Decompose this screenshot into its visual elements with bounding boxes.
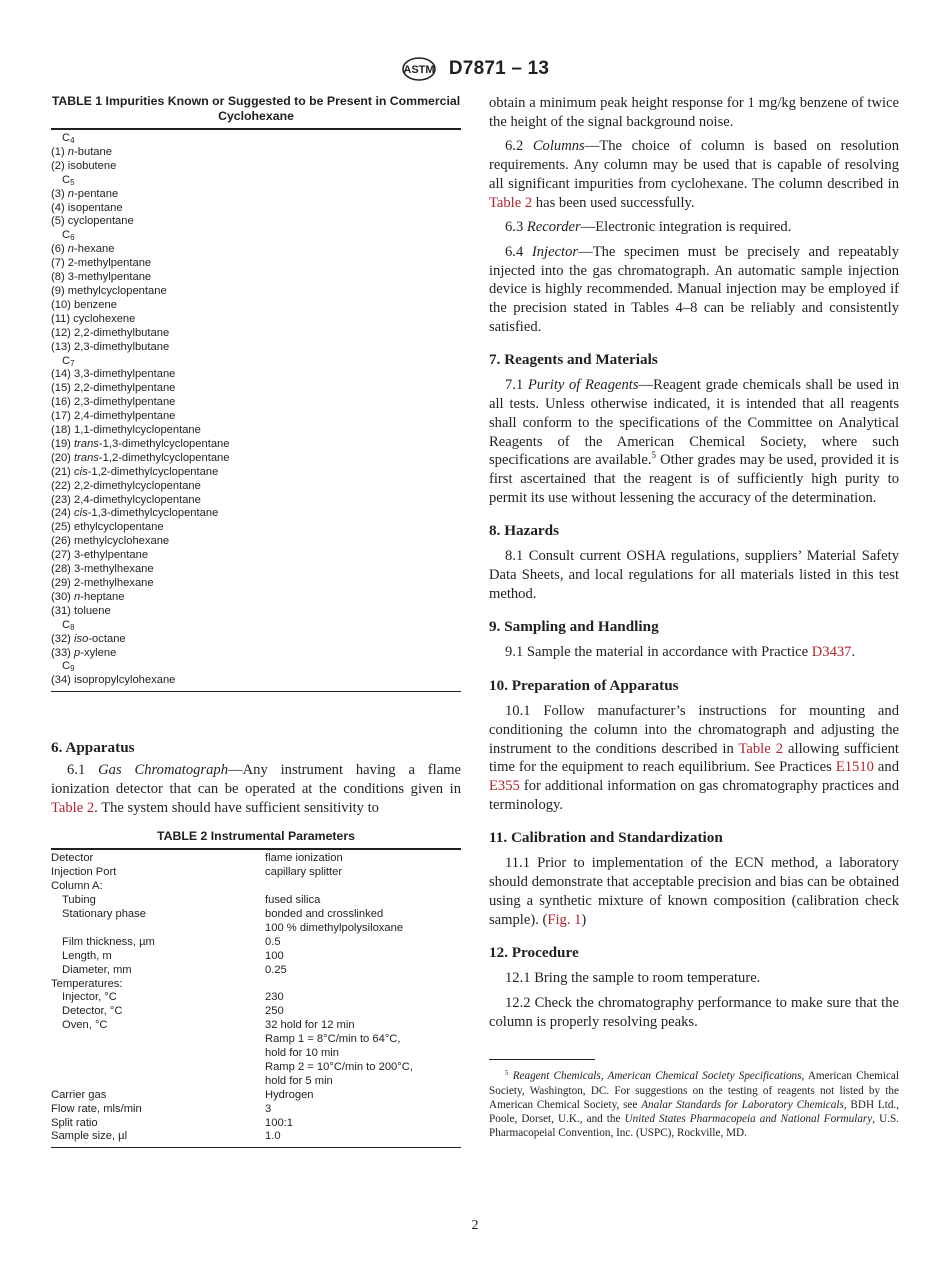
parameter-name: Detector, °C xyxy=(62,1005,123,1018)
impurity-list-item: (23) 2,4-dimethylcyclopentane xyxy=(51,493,201,506)
para-6-1-continued: obtain a minimum peak height response for 1 mg/kg benzene of twice the height of the signal background noise. xyxy=(489,95,899,130)
parameter-row xyxy=(51,1061,461,1075)
section7-title: 7. Reagents and Materials xyxy=(489,351,658,369)
table1-list xyxy=(51,130,461,691)
parameter-row xyxy=(51,866,461,880)
parameter-value: 100 xyxy=(265,949,284,962)
parameter-value: flame ionization xyxy=(265,852,343,865)
impurity-list-item: (6) n-hexane xyxy=(51,243,115,256)
impurity-list-item: (5) cyclopentane xyxy=(51,215,134,228)
carbon-group-label: $C_6$ xyxy=(62,229,75,243)
para-12-2: 12.2 Check the chromatography performance to make sure that the column is properly resolving peaks. xyxy=(489,994,899,1030)
parameter-value: 1.0 xyxy=(265,1130,281,1143)
parameter-name: Length, m xyxy=(62,949,112,962)
svg-text:ASTM: ASTM xyxy=(403,64,435,76)
parameter-row xyxy=(51,1130,461,1144)
parameter-value: 3 xyxy=(265,1102,272,1115)
carbon-group-label: $C_9$ xyxy=(62,660,75,674)
parameter-value: fused silica xyxy=(265,894,321,907)
section9-title: 9. Sampling and Handling xyxy=(489,618,659,636)
para-12-1: 12.1 Bring the sample to room temperature. xyxy=(505,970,761,987)
parameter-row xyxy=(51,936,461,950)
table1-title: TABLE 1 Impurities Known or Suggested to be Present in Commercial Cyclohexane xyxy=(51,94,461,123)
parameter-value: 230 xyxy=(265,991,284,1004)
d3437-link[interactable]: D3437 xyxy=(811,644,852,661)
parameter-value: bonded and crosslinked xyxy=(265,907,384,920)
table2-link[interactable]: Table 2 xyxy=(51,799,95,816)
e1510-link[interactable]: E1510 xyxy=(835,759,874,776)
section10-title: 10. Preparation of Apparatus xyxy=(489,677,679,695)
parameter-name xyxy=(51,1061,265,1075)
impurity-list-item: (11) cyclohexene xyxy=(51,312,136,325)
impurity-list-item: (1) n-butane xyxy=(51,145,112,158)
impurity-list-item: (2) isobutene xyxy=(51,159,117,172)
footnote-5: $^5$ Reagent Chemicals, American Chemical Society Specifications, American Chemical Society, Washington, DC. For suggestions on the testing of reagents not listed by the American Chemical Society, see Analar Standards for Laboratory Chemicals, BDH Ltd., Poole, Dorset, U.K., and the United States Pharmacopeia and National Formulary, U.S. Pharmacopeial Convention, Inc. (USPC), Rockville, MD. xyxy=(489,1069,900,1140)
impurity-list-item: (18) 1,1-dimethylcyclopentane xyxy=(51,424,201,437)
parameter-row xyxy=(51,894,461,908)
parameter-value: 0.25 xyxy=(265,963,287,976)
table2-bottom-rule xyxy=(51,1147,461,1148)
page-header xyxy=(0,56,950,82)
parameter-value: hold for 10 min xyxy=(265,1047,340,1060)
impurity-list-item: (20) trans-1,2-dimethylcyclopentane xyxy=(51,451,230,464)
impurity-list-item: (4) isopentane xyxy=(51,201,123,214)
parameter-value: 100 % dimethylpolysiloxane xyxy=(265,921,404,934)
parameter-row xyxy=(51,978,461,992)
impurity-list-item: (24) cis-1,3-dimethylcyclopentane xyxy=(51,507,219,520)
parameter-row xyxy=(51,1033,461,1047)
parameter-value: Hydrogen xyxy=(265,1088,314,1101)
section12-title: 12. Procedure xyxy=(489,944,579,962)
impurity-list-item: (8) 3-methylpentane xyxy=(51,271,152,284)
parameter-row xyxy=(51,964,461,978)
impurity-list-item: (19) trans-1,3-dimethylcyclopentane xyxy=(51,437,230,450)
impurity-list-item: (29) 2-methylhexane xyxy=(51,577,154,589)
e355-link[interactable]: E355 xyxy=(489,777,520,794)
footnote-ref-5[interactable]: 5 xyxy=(651,450,657,461)
para-6-2: 6.2 Columns—The choice of column is based on resolution requirements. Any column may be used that is capable of resolving all significant impurities from cyclohexane. The column described in Table 2 has been used successfully. xyxy=(489,138,899,211)
parameter-name: Oven, °C xyxy=(62,1019,108,1032)
astm-logo-icon xyxy=(401,56,437,82)
parameter-row xyxy=(51,1075,461,1089)
parameter-value: 100:1 xyxy=(265,1116,293,1129)
parameter-name xyxy=(51,1075,265,1089)
impurity-list-item: (25) ethylcyclopentane xyxy=(51,521,164,534)
parameter-name: Injector, °C xyxy=(62,991,117,1004)
impurity-list-item: (26) methylcyclohexane xyxy=(51,535,170,548)
fig1-link[interactable]: Fig. 1 xyxy=(547,911,582,928)
parameter-name: Detector xyxy=(51,852,94,865)
parameter-value: Ramp 1 = 8°C/min to 64°C, xyxy=(265,1033,401,1046)
para-6-3: 6.3 Recorder—Electronic integration is required. xyxy=(505,219,792,236)
left-column xyxy=(51,94,461,1148)
parameter-value: 0.5 xyxy=(265,935,281,948)
parameter-name: Tubing xyxy=(62,894,96,907)
parameter-row xyxy=(51,1103,461,1117)
carbon-group-label: $C_5$ xyxy=(62,173,75,187)
parameter-name: Sample size, µl xyxy=(51,1130,128,1143)
parameter-value: 32 hold for 12 min xyxy=(265,1019,355,1032)
table2-link[interactable]: Table 2 xyxy=(738,740,784,757)
impurity-list-item: (17) 2,4-dimethylpentane xyxy=(51,410,176,423)
parameter-name: Carrier gas xyxy=(51,1088,107,1101)
para-10-1: 10.1 Follow manufacturer’s instructions for mounting and conditioning the column into the chromatograph and adjusting the instrument to the conditions described in Table 2 allowing sufficient time for the equipment to reach equilibrium. See Practices E1510 and E355 for additional information on gas chromatography practices and terminology. xyxy=(489,703,899,813)
impurity-list-item: (14) 3,3-dimethylpentane xyxy=(51,368,176,381)
impurity-list-item: (16) 2,3-dimethylpentane xyxy=(51,396,176,409)
impurity-list-item: (27) 3-ethylpentane xyxy=(51,549,149,562)
impurity-list-item: (32) iso-octane xyxy=(51,632,126,645)
impurity-list-item: (30) n-heptane xyxy=(51,590,125,603)
page-number: 2 xyxy=(471,1218,479,1233)
para-9-1: 9.1 Sample the material in accordance with Practice D3437. xyxy=(505,644,856,661)
parameter-row xyxy=(51,908,461,922)
parameter-name: Temperatures: xyxy=(51,977,123,990)
impurity-list-item: (21) cis-1,2-dimethylcyclopentane xyxy=(51,465,219,478)
parameter-row xyxy=(51,950,461,964)
section6-title: 6. Apparatus xyxy=(51,739,135,757)
table2-rows xyxy=(51,850,461,1147)
parameter-value: 250 xyxy=(265,1005,284,1018)
parameter-row xyxy=(51,991,461,1005)
impurity-list-item: (10) benzene xyxy=(51,298,117,311)
table2-link[interactable]: Table 2 xyxy=(489,194,533,211)
parameter-row xyxy=(51,1047,461,1061)
impurity-list-item: (31) toluene xyxy=(51,604,111,617)
parameter-name: Diameter, mm xyxy=(62,963,132,976)
parameter-row xyxy=(51,1005,461,1019)
impurity-list-item: (9) methylcyclopentane xyxy=(51,284,167,297)
parameter-name xyxy=(51,1047,265,1061)
impurity-list-item: (13) 2,3-dimethylbutane xyxy=(51,340,170,353)
parameter-name: Split ratio xyxy=(51,1116,98,1129)
carbon-group-label: $C_4$ xyxy=(62,132,75,145)
footnote-rule xyxy=(489,1059,595,1060)
impurity-list-item: (12) 2,2-dimethylbutane xyxy=(51,326,170,339)
para-6-1: 6.1 Gas Chromatograph—Any instrument having a flame ionization detector that can be operated at the conditions given in Table 2. The system should have sufficient sensitivity to xyxy=(51,762,462,816)
parameter-row xyxy=(51,1117,461,1131)
impurity-list-item: (7) 2-methylpentane xyxy=(51,257,152,270)
impurity-list-item: (33) p-xylene xyxy=(51,646,117,659)
parameter-name: Flow rate, mls/min xyxy=(51,1102,142,1115)
para-8-1: 8.1 Consult current OSHA regulations, suppliers’ Material Safety Data Sheets, and local regulations for all materials listed in this test method. xyxy=(489,548,899,602)
parameter-row xyxy=(51,1019,461,1033)
parameter-row xyxy=(51,1089,461,1103)
parameter-value xyxy=(265,880,461,894)
para-11-1: 11.1 Prior to implementation of the ECN method, a laboratory should demonstrate that acceptable precision and bias can be obtained using a synthetic mixture of known composition (calibration check sample). (Fig. 1) xyxy=(489,855,899,928)
parameter-value xyxy=(265,978,461,992)
impurity-list-item: (15) 2,2-dimethylpentane xyxy=(51,382,176,395)
section8-title: 8. Hazards xyxy=(489,522,560,540)
parameter-name: Column A: xyxy=(51,880,103,893)
impurity-list-item: (28) 3-methylhexane xyxy=(51,563,154,576)
impurity-list-item: (34) isopropylcylohexane xyxy=(51,674,176,687)
para-7-1: 7.1 Purity of Reagents—Reagent grade chemicals shall be used in all tests. Unless otherwise indicated, it is intended that all reagents shall conform to the specifications of the Committee on Analytical Reagents of the American Chemical Society, where such specifications are available.$^5$ Other grades may be used, provided it is first ascertained that the reagent is of sufficiently high purity to permit its use without lessening the accuracy of the determination. xyxy=(489,377,899,506)
document-designation: D7871 – 13 xyxy=(448,58,550,79)
right-column xyxy=(489,94,899,1140)
carbon-group-label: $C_8$ xyxy=(62,618,75,632)
impurity-list-item: (3) n-pentane xyxy=(51,187,119,200)
parameter-row xyxy=(51,852,461,866)
parameter-value: hold for 5 min xyxy=(265,1074,333,1087)
parameter-row xyxy=(51,922,461,936)
parameter-value: Ramp 2 = 10°C/min to 200°C, xyxy=(265,1060,413,1073)
carbon-group-label: $C_7$ xyxy=(62,354,75,368)
parameter-row xyxy=(51,880,461,894)
para-6-4: 6.4 Injector—The specimen must be precisely and repeatably injected into the gas chromatograph. An automatic sample injection device is highly recommended. Manual injection may be employed if the precision stated in Tables 4–8 can be reliably and consistently satisfied. xyxy=(489,243,899,335)
parameter-name: Stationary phase xyxy=(62,907,146,920)
parameter-value: capillary splitter xyxy=(265,866,343,879)
table2-title: TABLE 2 Instrumental Parameters xyxy=(157,829,355,844)
parameter-name: Film thickness, µm xyxy=(62,935,155,948)
parameter-name xyxy=(51,922,265,936)
parameter-name: Injection Port xyxy=(51,866,117,879)
impurity-list-item: (22) 2,2-dimethylcyclopentane xyxy=(51,479,201,492)
section11-title: 11. Calibration and Standardization xyxy=(489,829,723,847)
parameter-name xyxy=(51,1033,265,1047)
